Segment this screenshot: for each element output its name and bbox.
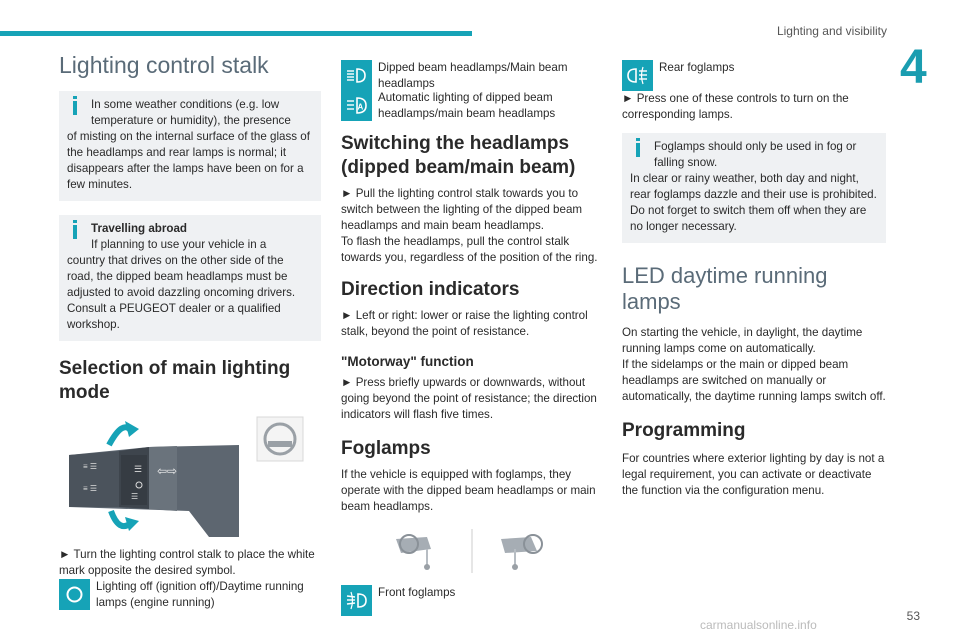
column-3 [622,60,886,499]
chapter-number: 4 [900,41,927,94]
info-text: In clear or rainy weather, both day and night, rear foglamps dazzle and their use is prohibited. [630,172,877,201]
lighting-stalk-illustration [59,415,321,539]
front-foglamp-icon [341,585,372,616]
motorway-heading: "Motorway" function [341,354,474,369]
led-text-1: On starting the vehicle, in daylight, the daytime running lamps come on automatically. [622,326,863,355]
circle-off-icon [59,579,90,610]
info-icon [636,143,640,157]
info-box-foglamps [622,133,886,243]
info-heading: Travelling abroad [91,222,187,235]
info-text-lead: In some weather conditions (e.g. low temperature or humidity), the presence [91,98,291,127]
page-title: Lighting control stalk [59,52,269,78]
info-box-abroad [59,215,321,341]
svg-text:A: A [357,102,364,112]
foglamp-switch-illustration [341,527,603,575]
steering-wheel-icon [257,417,303,461]
info-text-lead: If planning to use your vehicle in a [91,238,267,251]
section-title: Lighting and visibility [776,24,887,38]
svg-text:≡ ☰: ≡ ☰ [83,462,98,471]
dipped-main-row [341,60,603,92]
info-text: of misting on the internal surface of the glass of the headlamps and rear lamps is normal; it disappears after the lamps have been on for a few minutes. [67,130,310,191]
switching-text: ► Pull the lighting control stalk towards you to switch between the lighting of the dipped beam headlamps and main beam headlamps. [341,187,583,232]
dipped-main-beam-icon [341,60,372,91]
auto-lighting-row [341,90,603,122]
svg-text:☰: ☰ [131,492,139,501]
info-box-misting [59,91,321,201]
turn-instruction: ► Turn the lighting control stalk to place the white mark opposite the desired symbol. [59,548,315,577]
svg-text:☰: ☰ [134,464,143,474]
rear-foglamps-label: Rear foglamps [659,61,735,74]
foglamps-heading: Foglamps [341,438,431,459]
rear-foglamps-row [622,60,886,91]
header-accent-bar [0,31,472,36]
lighting-off-row [59,579,321,611]
front-foglamps-label: Front foglamps [378,586,456,599]
rear-foglamp-icon [622,60,653,91]
svg-text:≡ ☰: ≡ ☰ [83,484,98,493]
info-text: country that drives on the other side of the road, the dipped beam headlamps must be adjusted to avoid dazzling oncoming drivers. Consult a PEUGEOT dealer or a qualified workshop. [67,254,296,331]
led-text-2: If the sidelamps or the main or dipped beam headlamps are switched on manually or automatically, the daytime running lamps switch off. [622,358,886,403]
column-2 [341,60,603,616]
column-1 [59,52,321,611]
flash-text: To flash the headlamps, pull the control stalk towards you, regardless of the position of the ring. [341,235,598,264]
selection-heading: Selection of main lighting mode [59,358,291,403]
programming-heading: Programming [622,420,746,441]
svg-text:⇦⇨: ⇦⇨ [157,464,178,478]
info-text-lead: Foglamps should only be used in fog or falling snow. [654,140,857,169]
info-text: Do not forget to switch them off when they are no longer necessary. [630,204,867,233]
auto-lighting-icon [341,90,372,121]
lighting-off-label: Lighting off (ignition off)/Daytime running lamps (engine running) [96,580,304,609]
page-number: 53 [906,609,920,623]
press-text: ► Press one of these controls to turn on the corresponding lamps. [622,92,849,121]
dipped-main-label: Dipped beam headlamps/Main beam headlamps [378,61,568,90]
direction-heading: Direction indicators [341,279,520,300]
motorway-text: ► Press briefly upwards or downwards, without going beyond the point of resistance; the direction indicators will flash five times. [341,376,597,421]
led-heading: LED daytime running lamps [622,263,828,314]
info-icon [73,225,77,239]
front-foglamps-row [341,585,603,616]
watermark: carmanualsonline.info [700,618,817,632]
auto-lighting-label: Automatic lighting of dipped beam headlamps/main beam headlamps [378,91,556,120]
direction-text: ► Left or right: lower or raise the lighting control stalk, beyond the point of resistance. [341,309,588,338]
switching-heading: Switching the headlamps (dipped beam/main beam) [341,133,576,178]
foglamps-text: If the vehicle is equipped with foglamps, they operate with the dipped beam headlamps or main beam headlamps. [341,468,596,513]
programming-text: For countries where exterior lighting by day is not a legal requirement, you can activate or deactivate the function via the configuration menu. [622,452,885,497]
info-icon [73,101,77,115]
